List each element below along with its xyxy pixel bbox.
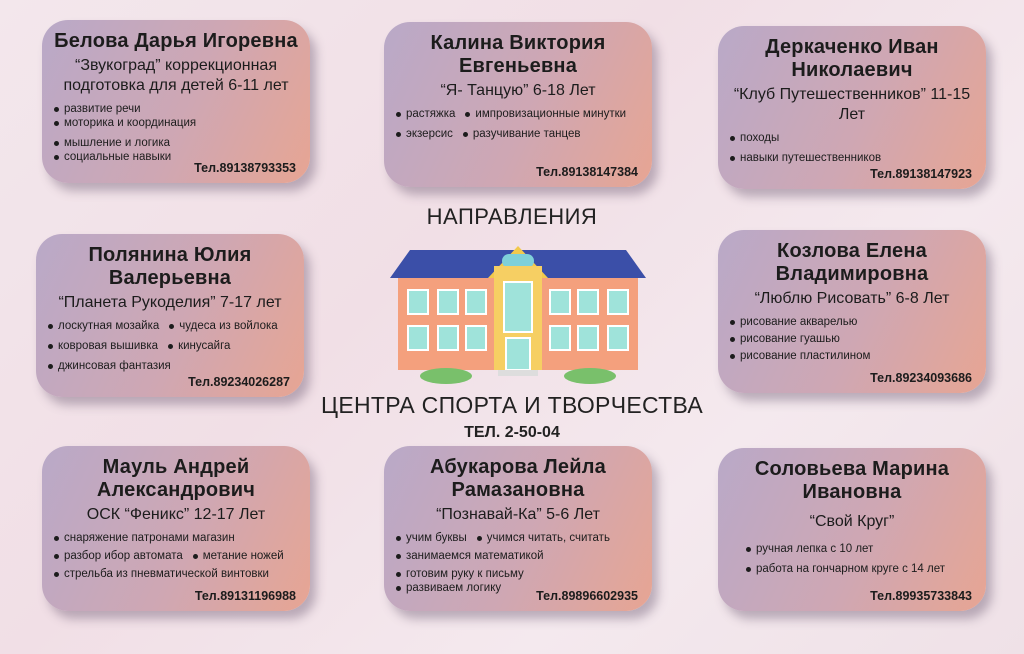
card-program: “Клуб Путешественников” 11-15 Лет: [733, 86, 971, 123]
card-phone: Тел.89935733843: [870, 589, 972, 603]
card-item: готовим руку к письму: [396, 567, 524, 581]
card-item: учимся читать, считать: [477, 531, 610, 545]
card-kozlova: [718, 230, 986, 393]
card-name: Абукарова Лейла Рамазановна: [430, 456, 606, 501]
card-program: “Планета Рукоделия” 7-17 лет: [58, 294, 282, 311]
card-item: занимаемся математикой: [396, 549, 544, 563]
card-items: [54, 102, 298, 164]
card-phone: Тел.89138793353: [194, 161, 296, 175]
card-items: [54, 531, 298, 581]
center-subtitle: ЦЕНТРА СПОРТА И ТВОРЧЕСТВА: [321, 392, 703, 418]
card-polyanina: [36, 234, 304, 397]
card-items: [730, 315, 974, 363]
card-name: Мауль Андрей Александрович: [96, 456, 256, 501]
card-name: Деркаченко Иван Николаевич: [765, 36, 939, 81]
card-phone: Тел.89138147923: [870, 167, 972, 181]
card-item: снаряжение патронами магазин: [54, 531, 235, 545]
card-item: рисование акварелью: [730, 315, 857, 329]
card-item: разучивание танцев: [463, 127, 581, 141]
card-program: ОСК “Феникс” 12-17 Лет: [86, 506, 266, 523]
card-program: “Свой Круг”: [809, 513, 895, 530]
card-phone: Тел.89234093686: [870, 371, 972, 385]
card-items: [396, 531, 640, 595]
card-item: учим буквы: [396, 531, 467, 545]
card-program: “Люблю Рисовать” 6-8 Лет: [754, 290, 950, 307]
center-phone: ТЕЛ. 2-50-04: [464, 424, 560, 441]
card-item: разбор ибор автомата: [54, 549, 183, 563]
card-item: навыки путешественников: [730, 151, 881, 165]
card-item: социальные навыки: [54, 150, 171, 164]
card-items: [730, 542, 974, 576]
card-item: рисование пластилином: [730, 349, 870, 363]
card-program: “Я- Танцую” 6-18 Лет: [440, 82, 596, 99]
card-item: развиваем логику: [396, 581, 501, 595]
school-building-illustration: [390, 238, 646, 384]
card-item: чудеса из войлока: [169, 319, 277, 333]
card-items: [730, 131, 974, 165]
card-items: [396, 107, 640, 141]
card-item: работа на гончарном круге с 14 лет: [746, 562, 945, 576]
card-kalina: [384, 22, 652, 187]
card-name: Калина Виктория Евгеньевна: [430, 32, 606, 77]
card-item: мышление и логика: [54, 136, 170, 150]
card-belova: [42, 20, 310, 183]
card-item: стрельба из пневматической винтовки: [54, 567, 269, 581]
card-item: моторика и координация: [54, 116, 196, 130]
card-phone: Тел.89234026287: [188, 375, 290, 389]
card-phone: Тел.89896602935: [536, 589, 638, 603]
card-item: растяжка: [396, 107, 455, 121]
card-item: рисование гуашью: [730, 332, 840, 346]
card-item: ручная лепка с 10 лет: [746, 542, 873, 556]
card-item: джинсовая фантазия: [48, 359, 171, 373]
card-item: кинусайга: [168, 339, 230, 353]
card-item: импровизационные минутки: [465, 107, 626, 121]
center-title: НАПРАВЛЕНИЯ: [426, 204, 598, 229]
card-item: ковровая вышивка: [48, 339, 158, 353]
card-name: Полянина Юлия Валерьевна: [88, 244, 252, 289]
card-item: лоскутная мозайка: [48, 319, 159, 333]
card-program: “Звукоград” коррекционная подготовка для детей 6-11 лет: [63, 57, 289, 94]
card-abukarova: [384, 446, 652, 611]
card-items: [48, 319, 292, 373]
card-item: развитие речи: [54, 102, 141, 116]
card-phone: Тел.89138147384: [536, 165, 638, 179]
card-name: Соловьева Марина Ивановна: [754, 458, 950, 503]
card-item: метание ножей: [193, 549, 284, 563]
card-name: Козлова Елена Владимировна: [775, 240, 929, 285]
card-item: экзерсис: [396, 127, 453, 141]
card-program: “Познавай-Ка” 5-6 Лет: [436, 506, 600, 523]
card-phone: Тел.89131196988: [194, 589, 296, 603]
card-maul: [42, 446, 310, 611]
card-derkachenko: [718, 26, 986, 189]
card-item: походы: [730, 131, 779, 145]
card-name: Белова Дарья Игоревна: [54, 30, 298, 52]
card-solovyeva: [718, 448, 986, 611]
